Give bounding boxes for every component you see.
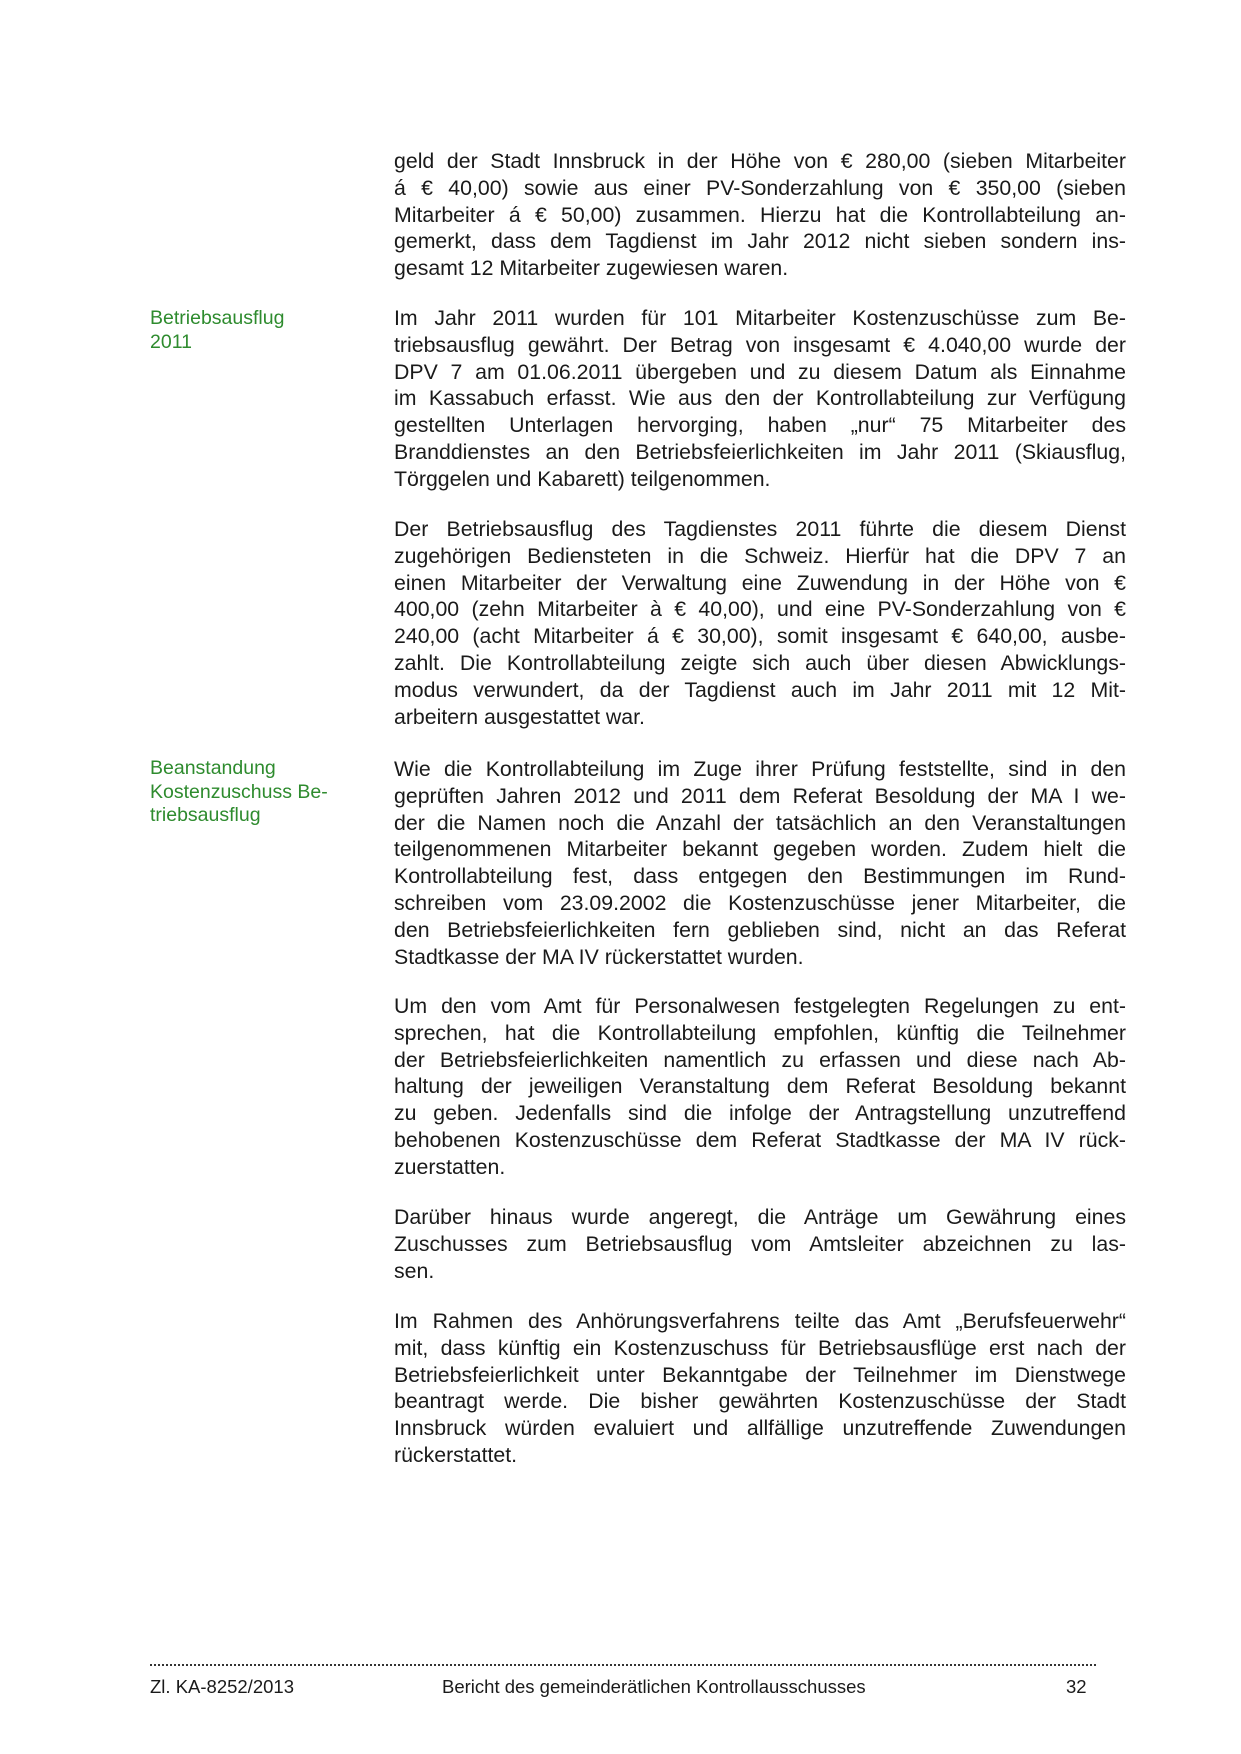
text-line: á € 40,00) sowie aus einer PV-Sonderzahlung von € 350,00 (sieben: [394, 175, 1126, 200]
text-line: arbeitern ausgestattet war.: [394, 704, 645, 729]
text-line: Der Betriebsausflug des Tagdienstes 2011 führte die diesem Dienst: [394, 517, 1126, 541]
text-line: behobenen Kostenzuschüsse dem Referat Stadtkasse der MA IV rück-: [394, 1127, 1126, 1152]
text-line: teilgenommenen Mitarbeiter bekannt gegeben worden. Zudem hielt die: [394, 837, 1126, 862]
text-line: gemerkt, dass dem Tagdienst im Jahr 2012 nicht sieben sondern ins-: [394, 229, 1126, 254]
paragraph-beanstandung: [394, 756, 1126, 970]
text-line: Törggelen und Kabarett) teilgenommen.: [394, 466, 771, 491]
text-line: zuerstatten.: [394, 1154, 506, 1179]
text-line: einen Mitarbeiter der Verwaltung eine Zuwendung in der Höhe von €: [394, 570, 1126, 595]
side-heading-line: triebsausflug: [150, 804, 261, 826]
side-heading-line: Kostenzuschuss Be-: [150, 780, 328, 803]
text-line: sprechen, hat die Kontrollabteilung empfohlen, künftig die Teilnehmer: [394, 1020, 1126, 1045]
text-line: triebsausflug gewährt. Der Betrag von insgesamt € 4.040,00 wurde der: [394, 332, 1126, 357]
side-heading-line: Betriebsausflug: [150, 307, 285, 329]
side-heading-beanstandung: [150, 757, 360, 828]
text-line: Wie die Kontrollabteilung im Zuge ihrer Prüfung feststellte, sind in den: [394, 757, 1126, 781]
side-heading-line: Beanstandung: [150, 757, 276, 779]
text-line: zugehörigen Bediensteten in die Schweiz. Hierfür hat die DPV 7 an: [394, 543, 1126, 568]
paragraph-anregung: [394, 1204, 1126, 1284]
footer-title: Bericht des gemeinderätlichen Kontrollausschusses: [442, 1676, 866, 1697]
text-line: gestellten Unterlagen hervorging, haben „nur“ 75 Mitarbeiter des: [394, 413, 1126, 438]
text-line: Um den vom Amt für Personalwesen festgelegten Regelungen zu ent-: [394, 994, 1126, 1018]
text-line: Darüber hinaus wurde angeregt, die Anträge um Gewährung eines: [394, 1205, 1126, 1229]
footer-page-number: 32: [1066, 1676, 1087, 1697]
text-line: mit, dass künftig ein Kostenzuschuss für Betriebsausflüge erst nach der: [394, 1335, 1126, 1360]
text-line: haltung der jeweiligen Veranstaltung dem Referat Besoldung bekannt: [394, 1074, 1126, 1099]
text-line: 240,00 (acht Mitarbeiter á € 30,00), somit insgesamt € 640,00, ausbe-: [394, 624, 1126, 649]
text-line: im Kassabuch erfasst. Wie aus den der Kontrollabteilung zur Verfügung: [394, 386, 1126, 411]
text-line: gesamt 12 Mitarbeiter zugewiesen waren.: [394, 256, 789, 281]
text-line: Kontrollabteilung fest, dass entgegen den Bestimmungen im Rund-: [394, 864, 1126, 889]
text-line: Mitarbeiter á € 50,00) zusammen. Hierzu hat die Kontrollabteilung an-: [394, 202, 1126, 227]
text-line: Im Rahmen des Anhörungsverfahrens teilte das Amt „Berufsfeuerwehr“: [394, 1309, 1126, 1333]
paragraph-continuation: [394, 148, 1126, 282]
text-line: modus verwundert, da der Tagdienst auch im Jahr 2011 mit 12 Mit-: [394, 677, 1126, 702]
text-line: Zuschusses zum Betriebsausflug vom Amtsleiter abzeichnen zu las-: [394, 1231, 1126, 1256]
text-line: geld der Stadt Innsbruck in der Höhe von € 280,00 (sieben Mitarbeiter: [394, 149, 1126, 173]
text-line: geprüften Jahren 2012 und 2011 dem Referat Besoldung der MA I we-: [394, 783, 1126, 808]
text-line: Betriebsfeierlichkeit unter Bekanntgabe der Teilnehmer im Dienstwege: [394, 1362, 1126, 1387]
text-line: Stadtkasse der MA IV rückerstattet wurden.: [394, 944, 804, 969]
text-line: zahlt. Die Kontrollabteilung zeigte sich auch über diesen Abwicklungs-: [394, 650, 1126, 675]
text-line: 400,00 (zehn Mitarbeiter à € 40,00), und eine PV-Sonderzahlung von €: [394, 597, 1126, 622]
paragraph-anhoerungsverfahren: [394, 1308, 1126, 1469]
text-line: zu geben. Jedenfalls sind die infolge der Antragstellung unzutreffend: [394, 1101, 1126, 1126]
paragraph-tagdienst-2011: [394, 516, 1126, 730]
text-line: Innsbruck würden evaluiert und allfällige unzutreffende Zuwendungen: [394, 1416, 1126, 1441]
text-line: beantragt werde. Die bisher gewährten Kostenzuschüsse der Stadt: [394, 1389, 1126, 1414]
text-line: der die Namen noch die Anzahl der tatsächlich an den Veranstaltungen: [394, 810, 1126, 835]
footer-reference: Zl. KA-8252/2013: [150, 1676, 294, 1697]
text-line: sen.: [394, 1258, 435, 1283]
footer-divider: [150, 1664, 1096, 1666]
side-heading-betriebsausflug: [150, 307, 360, 354]
text-line: schreiben vom 23.09.2002 die Kostenzuschüsse jener Mitarbeiter, die: [394, 890, 1126, 915]
text-line: der Betriebsfeierlichkeiten namentlich zu erfassen und diese nach Ab-: [394, 1047, 1126, 1072]
paragraph-empfehlung: [394, 993, 1126, 1181]
text-line: Im Jahr 2011 wurden für 101 Mitarbeiter Kostenzuschüsse zum Be-: [394, 306, 1126, 330]
paragraph-betriebsausflug-2011: [394, 305, 1126, 493]
text-line: Branddienstes an den Betriebsfeierlichkeiten im Jahr 2011 (Skiausflug,: [394, 439, 1126, 464]
side-heading-line: 2011: [150, 330, 192, 353]
text-line: den Betriebsfeierlichkeiten fern geblieben sind, nicht an das Referat: [394, 917, 1126, 942]
text-line: rückerstattet.: [394, 1442, 518, 1467]
text-line: DPV 7 am 01.06.2011 übergeben und zu diesem Datum als Einnahme: [394, 359, 1126, 384]
